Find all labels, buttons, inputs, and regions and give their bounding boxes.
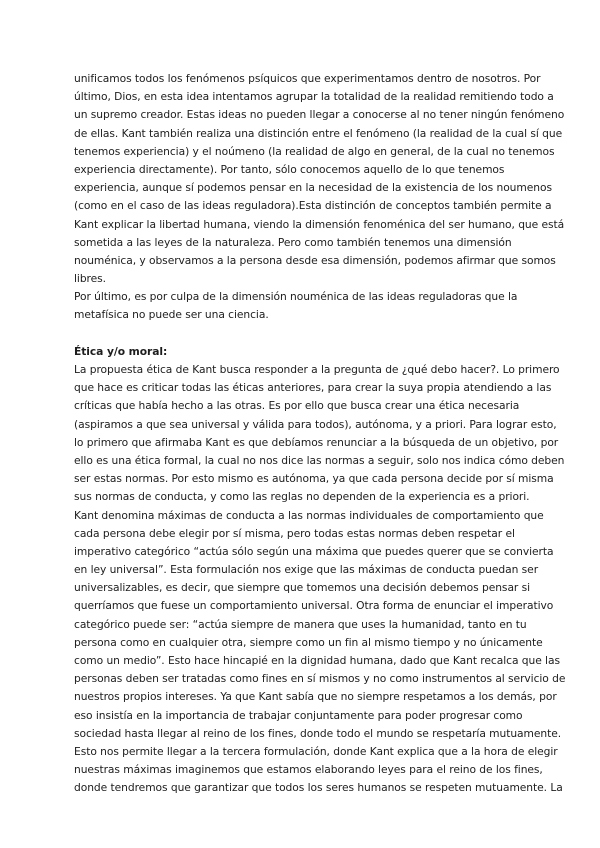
text-line: como un medio”. Esto hace hincapié en la dignidad humana, dado que Kant recalca que las [74, 654, 560, 667]
text-line: que hace es criticar todas las éticas anteriores, para crear la suya propia atendiendo a las [74, 381, 552, 395]
text-line: eso insistía en la importancia de trabajar conjuntamente para poder progresar como [74, 708, 523, 722]
text-line: (aspiramos a que sea universal y válida para todos), autónoma, y a priori. Para lograr esto, [74, 417, 557, 431]
text-line: personas deben ser tratadas como fines en sí mismos y no como instrumentos al servicio de [74, 672, 566, 686]
paragraph-spacer [74, 325, 534, 343]
text-line: La propuesta ética de Kant busca responder a la pregunta de ¿qué debo hacer?. Lo primero [74, 363, 560, 376]
text-line: nuestras máximas imaginemos que estamos elaborando leyes para el reino de los fines, [74, 763, 543, 777]
text-line: imperativo categórico “actúa sólo según una máxima que puedes querer que se convierta [74, 544, 554, 558]
text-line: lo primero que afirmaba Kant es que debíamos renunciar a la búsqueda de un objetivo, por [74, 435, 559, 449]
text-line: universalizables, es decir, que siempre que tomemos una decisión debemos pensar si [74, 581, 531, 595]
text-line: experiencia directamente). Por tanto, sólo conocemos aquello de lo que tenemos [74, 162, 505, 176]
text-line: sometida a las leyes de la naturaleza. Pero como también tenemos una dimensión [74, 235, 512, 249]
text-line: un supremo creador. Estas ideas no pueden llegar a conocerse al no tener ningún fenómeno [74, 108, 565, 122]
section-metaphysics [74, 70, 565, 325]
section-ethics [74, 343, 566, 798]
text-line: cada persona debe elegir por sí misma, pero todas estas normas deben respetar el [74, 526, 515, 540]
text-line: Esto nos permite llegar a la tercera formulación, donde Kant explica que a la hora de elegir [74, 744, 558, 758]
text-line: en ley universal”. Esta formulación nos exige que las máximas de conducta puedan ser [74, 563, 539, 577]
text-line: ello es una ética formal, la cual no nos dice las normas a seguir, solo nos indica cómo deben [74, 453, 565, 467]
text-line: donde tendremos que garantizar que todos los seres humanos se respeten mutuamente. La [74, 781, 563, 795]
text-line: sus normas de conducta, y como las reglas no dependen de la experiencia es a priori. [74, 490, 530, 504]
text-line: último, Dios, en esta idea intentamos agrupar la totalidad de la realidad remitiendo todo a [74, 90, 554, 104]
text-line: nouménica, y observamos a la persona desde esa dimensión, podemos afirmar que somos [74, 253, 556, 267]
text-line: categórico puede ser: “actúa siempre de manera que uses la humanidad, tanto en tu [74, 617, 527, 631]
text-line: nuestros propios intereses. Ya que Kant sabía que no siempre respetamos a los demás, por [74, 690, 557, 704]
text-line: ser estas normas. Por esto mismo es autónoma, ya que cada persona decide por sí misma [74, 472, 554, 486]
text-line: experiencia, aunque sí podemos pensar en la necesidad de la existencia de los noumenos [74, 181, 552, 195]
text-line: tenemos experiencia) y el noúmeno (la realidad de algo en general, de la cual no tenemos [74, 144, 555, 158]
text-line: Por último, es por culpa de la dimensión nouménica de las ideas reguladoras que la [74, 290, 518, 304]
text-line: (como en el caso de las ideas reguladora).Esta distinción de conceptos también permite a [74, 199, 552, 213]
document-body [74, 70, 566, 798]
text-line: libres. [74, 272, 107, 286]
text-line: unificamos todos los fenómenos psíquicos que experimentamos dentro de nosotros. Por [74, 72, 541, 85]
text-line: sociedad hasta llegar al reino de los fines, donde todo el mundo se respetaría mutuamente. [74, 726, 562, 740]
text-line: querríamos que fuese un comportamiento universal. Otra forma de enunciar el imperativo [74, 599, 554, 613]
section-heading: Ética y/o moral: [74, 344, 168, 358]
text-line: de ellas. Kant también realiza una distinción entre el fenómeno (la realidad de la cual sí que [74, 126, 563, 140]
text-line: Kant denomina máximas de conducta a las normas individuales de comportamiento que [74, 508, 544, 522]
text-line: metafísica no puede ser una ciencia. [74, 308, 269, 322]
text-line: persona como en cualquier otra, siempre como un fin al mismo tiempo y no únicamente [74, 635, 543, 649]
text-line: críticas que había hecho a las otras. Es por ello que busca crear una ética necesaria [74, 399, 520, 413]
text-line: Kant explicar la libertad humana, viendo la dimensión fenoménica del ser humano, que está [74, 217, 565, 231]
